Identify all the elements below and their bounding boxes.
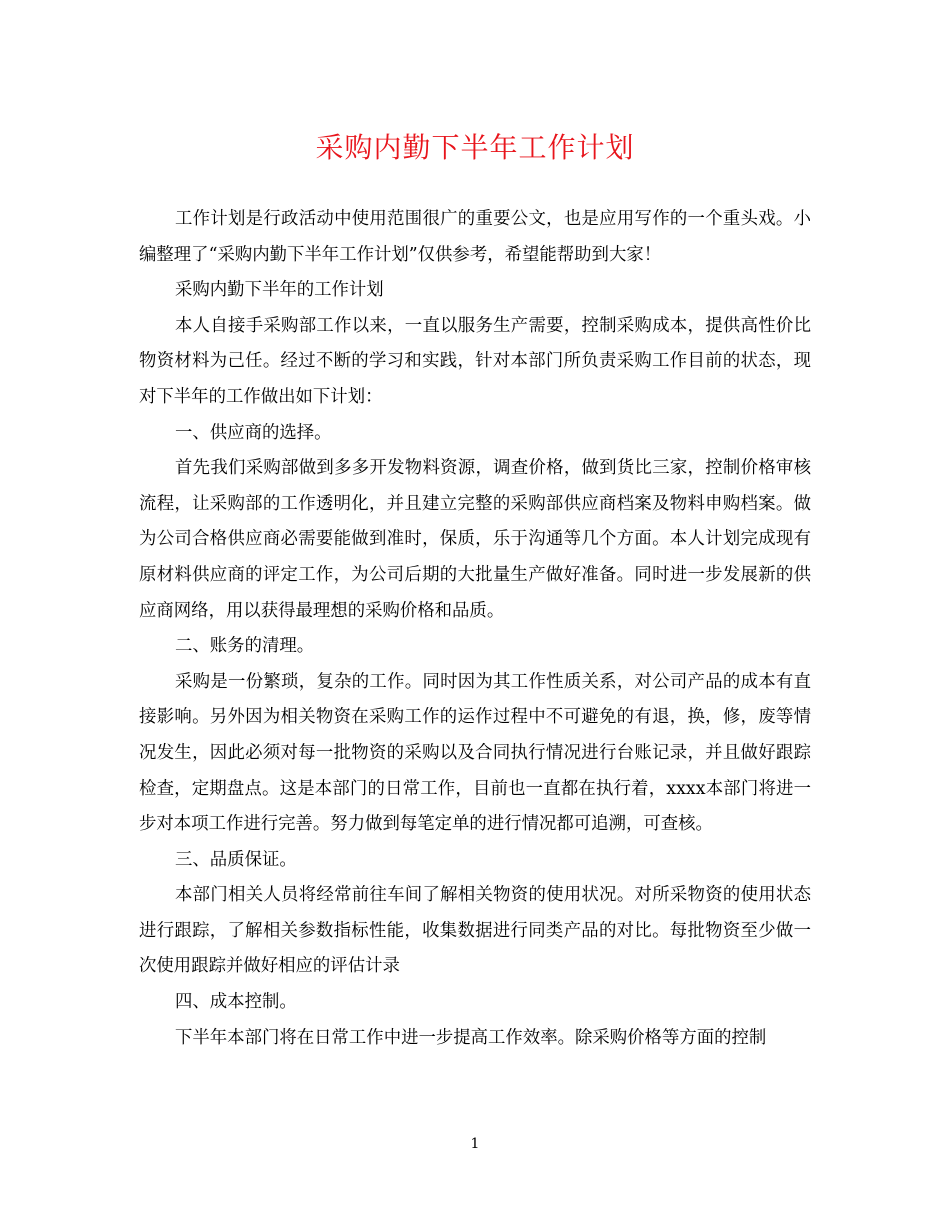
paragraph-subtitle: 采购内勤下半年的工作计划 bbox=[175, 280, 384, 301]
document-title: 采购内勤下半年工作计划 bbox=[315, 131, 635, 164]
paragraph-cost: 下半年本部门将在日常工作中进一步提高工作效率。除采购价格等方面的控制 bbox=[175, 1027, 767, 1048]
section-heading-cost: 四、成本控制。 bbox=[175, 992, 297, 1013]
paragraph-supplier: 首先我们采购部做到多多开发物料资源，调查价格，做到货比三家，控制价格审核流程，让采购部的工作透明化，并且建立完整的采购部供应商档案及物料申购档案。做为公司合格供应商必需要能做到准时，保质，乐于沟通等几个方面。本人计划完成现有原材料供应商的评定工作，为公司后期的大批量生产做好准备。同时进一步发展新的供应商网络，用以获得最理想的采购价格和品质。 bbox=[139, 458, 811, 621]
section-heading-accounts: 二、账务的清理。 bbox=[175, 636, 315, 657]
paragraph-overview: 本人自接手采购部工作以来，一直以服务生产需要，控制采购成本，提供高性价比物资材料为己任。经过不断的学习和实践，针对本部门所负责采购工作目前的状态，现对下半年的工作做出如下计划： bbox=[139, 315, 811, 407]
paragraph-quality: 本部门相关人员将经常前往车间了解相关物资的使用状况。对所采物资的使用状态进行跟踪，了解相关参数指标性能，收集数据进行同类产品的对比。每批物资至少做一次使用跟踪并做好相应的评估计录 bbox=[139, 885, 811, 977]
document-body bbox=[139, 202, 811, 1056]
page-number: 1 bbox=[470, 1136, 480, 1152]
paragraph-intro: 工作计划是行政活动中使用范围很广的重要公文，也是应用写作的一个重头戏。小编整理了“采购内勤下半年工作计划”仅供参考，希望能帮助到大家！ bbox=[139, 209, 811, 265]
paragraph-accounts: 采购是一份繁琐，复杂的工作。同时因为其工作性质关系，对公司产品的成本有直接影响。另外因为相关物资在采购工作的运作过程中不可避免的有退，换，修，废等情况发生，因此必须对每一批物资的采购以及合同执行情况进行台账记录，并且做好跟踪检查，定期盘点。这是本部门的日常工作，目前也一直都在执行着，xxxx本部门将进一步对本项工作进行完善。努力做到每笔定单的进行情况都可追溯，可查核。 bbox=[139, 671, 811, 835]
section-heading-quality: 三、品质保证。 bbox=[175, 849, 297, 870]
section-heading-supplier: 一、供应商的选择。 bbox=[175, 422, 332, 443]
